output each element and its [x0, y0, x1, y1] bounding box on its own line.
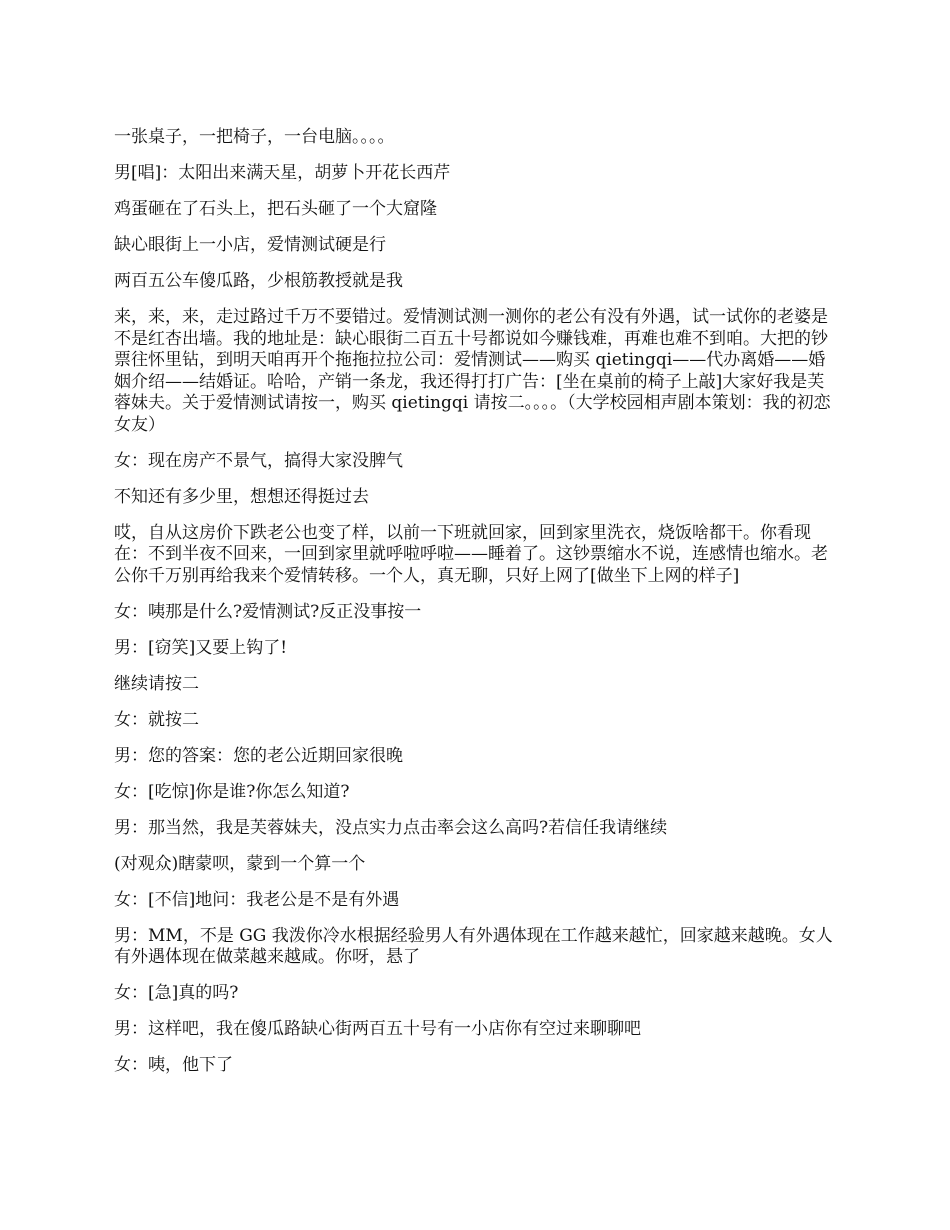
paragraph-20: 女：[急]真的吗?: [114, 983, 239, 1003]
document-page: [114, 127, 838, 1091]
paragraph-1: 一张桌子，一把椅子，一台电脑。。。。: [114, 127, 395, 147]
paragraph-5: 两百五公车傻瓜路，少根筋教授就是我: [114, 271, 403, 291]
paragraph-14: 男：您的答案：您的老公近期回家很晚: [114, 745, 403, 766]
paragraph-22: 女：咦，他下了: [114, 1055, 233, 1075]
paragraph-15: 女：[吃惊]你是谁?你怎么知道?: [114, 781, 350, 802]
paragraph-18: 女：[不信]地问：我老公是不是有外遇: [114, 889, 400, 910]
paragraph-13: 女：就按二: [114, 709, 199, 730]
paragraph-12: 继续请按二: [114, 673, 199, 694]
paragraph-11: 男：[窃笑]又要上钩了!: [114, 637, 288, 658]
paragraph-6: 来，来，来，走过路过千万不要错过。爱情测试测一测你的老公有没有外遇，试一试你的老婆是不是红杏出墙。我的地址是：缺心眼街二百五十号都说如今赚钱难，再难也难不到咱。大把的钞票往怀里钻，到明天咱再开个拖拖拉拉公司：爱情测试——购买 qietingqi——代办离婚——婚姻介绍——结婚证。哈哈，产销一条龙，我还得打打广告：[坐在桌前的椅子上敲]大家好我是芙蓉妹夫。关于爱情测试请按一，购买 qietingqi 请按二。。。。（大学校园相声剧本策划：我的初恋女友）: [114, 307, 831, 435]
paragraph-7: 女：现在房产不景气，搞得大家没脾气: [114, 450, 403, 471]
paragraph-19: 男：MM，不是 GG 我泼你冷水根据经验男人有外遇体现在工作越来越忙，回家越来越晚。女人有外遇体现在做菜越来越咸。你呀，悬了: [114, 925, 833, 967]
paragraph-8: 不知还有多少里，想想还得挺过去: [114, 486, 369, 507]
paragraph-17: (对观众)瞎蒙呗，蒙到一个算一个: [114, 853, 366, 874]
paragraph-16: 男：那当然，我是芙蓉妹夫，没点实力点击率会这么高吗?若信任我请继续: [114, 817, 668, 838]
paragraph-21: 男：这样吧，我在傻瓜路缺心街两百五十号有一小店你有空过来聊聊吧: [114, 1019, 641, 1039]
paragraph-3: 鸡蛋砸在了石头上，把石头砸了一个大窟隆: [114, 199, 437, 219]
paragraph-4: 缺心眼街上一小店，爱情测试硬是行: [114, 235, 386, 255]
paragraph-10: 女：咦那是什么?爱情测试?反正没事按一: [114, 601, 422, 622]
paragraph-2: 男[唱]：太阳出来满天星，胡萝卜开花长西芹: [114, 163, 451, 183]
paragraph-9: 哎，自从这房价下跌老公也变了样，以前一下班就回家，回到家里洗衣，烧饭啥都干。你看现在：不到半夜不回来，一回到家里就呼啦呼啦——睡着了。这钞票缩水不说，连感情也缩水。老公你千万别再给我来个爱情转移。一个人，真无聊，只好上网了[做坐下上网的样子]: [114, 522, 828, 586]
